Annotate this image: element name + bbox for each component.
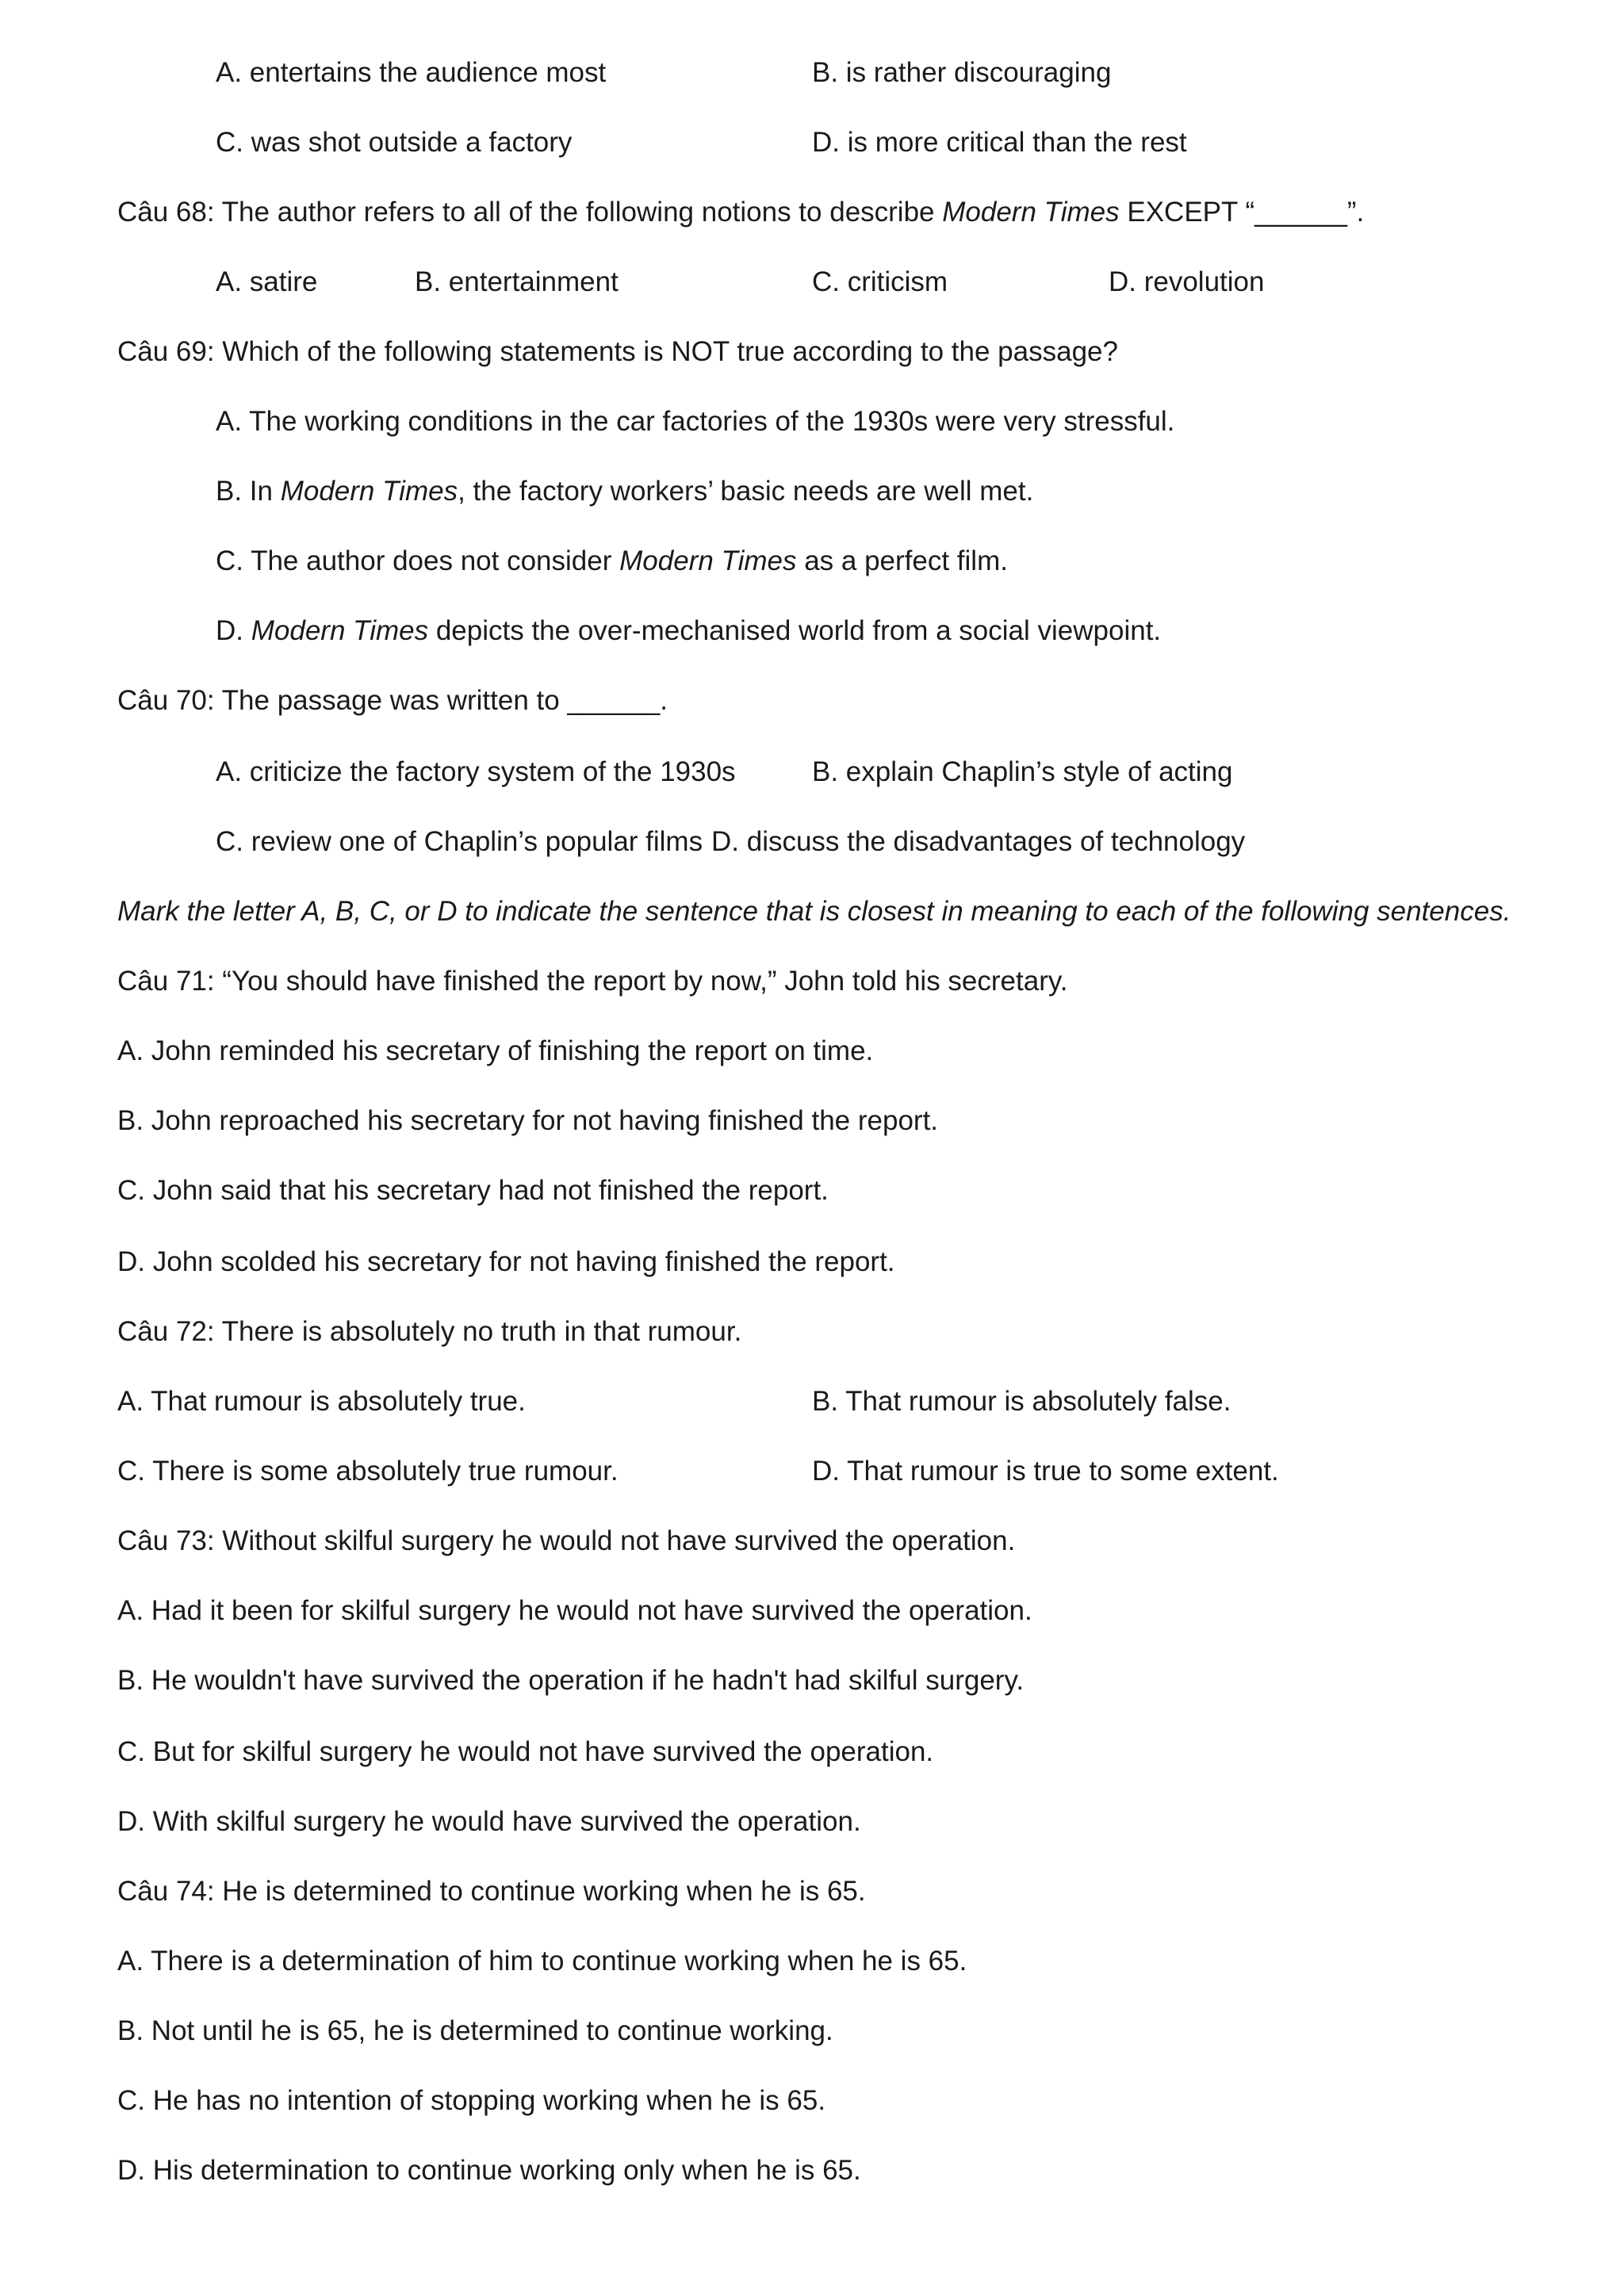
q68-option-b: B. entertainment: [415, 266, 619, 297]
q73-option-c: C. But for skilful surgery he would not have survived the operation.: [117, 1736, 934, 1767]
q72-stem: Câu 72: There is absolutely no truth in that rumour.: [117, 1316, 742, 1347]
q70-option-a: A. criticize the factory system of the 1930s: [216, 756, 736, 787]
q69-option-c-text: C. The author does not consider: [216, 545, 620, 576]
q69-option-d-tail: depicts the over-mechanised world from a social viewpoint.: [428, 615, 1162, 646]
q72-option-c: C. There is some absolutely true rumour.: [117, 1456, 619, 1487]
q73-option-d: D. With skilful surgery he would have survived the operation.: [117, 1806, 861, 1837]
q68-option-d: D. revolution: [1109, 266, 1265, 297]
q69-option-b-title: Modern Times: [280, 476, 458, 507]
q70-stem: Câu 70: The passage was written to ______.: [117, 685, 668, 716]
q74-stem: Câu 74: He is determined to continue working when he is 65.: [117, 1876, 866, 1907]
q69-option-b: [216, 474, 1033, 509]
q72-option-d: D. That rumour is true to some extent.: [812, 1456, 1279, 1487]
q71-option-b: B. John reproached his secretary for not having finished the report.: [117, 1105, 939, 1136]
q73-option-b: B. He wouldn't have survived the operation if he hadn't had skilful surgery.: [117, 1665, 1025, 1696]
q73-stem: Câu 73: Without skilful surgery he would not have survived the operation.: [117, 1525, 1016, 1556]
q69-option-c-title: Modern Times: [619, 545, 797, 576]
q69-option-a: A. The working conditions in the car factories of the 1930s were very stressful.: [216, 406, 1175, 437]
q71-option-d: D. John scolded his secretary for not having finished the report.: [117, 1246, 895, 1277]
q68-option-c: C. criticism: [812, 266, 948, 297]
q71-option-c: C. John said that his secretary had not finished the report.: [117, 1175, 829, 1206]
q69-option-b-text: B. In: [216, 476, 281, 507]
section-instruction: Mark the letter A, B, C, or D to indicate the sentence that is closest in meaning to each of the following sentences.: [117, 896, 1511, 927]
q68-option-a: A. satire: [216, 266, 318, 297]
q69-option-c-tail: as a perfect film.: [796, 545, 1008, 576]
q70-option-b: B. explain Chaplin’s style of acting: [812, 756, 1233, 787]
q72-option-b: B. That rumour is absolutely false.: [812, 1386, 1231, 1417]
q69-option-d-title: Modern Times: [251, 615, 429, 646]
q68-stem-text: Câu 68: The author refers to all of the following notions to describe: [117, 197, 943, 228]
q67-option-c: C. was shot outside a factory: [216, 127, 573, 158]
q71-stem: Câu 71: “You should have finished the report by now,” John told his secretary.: [117, 966, 1068, 997]
q67-option-a: A. entertains the audience most: [216, 57, 607, 88]
q69-option-d-text: D.: [216, 615, 251, 646]
q69-stem: Câu 69: Which of the following statements is NOT true according to the passage?: [117, 336, 1118, 367]
q68-stem-tail: EXCEPT “______”.: [1119, 197, 1365, 228]
q67-option-b: B. is rather discouraging: [812, 57, 1112, 88]
q68-stem: [117, 195, 1364, 230]
q74-option-a: A. There is a determination of him to continue working when he is 65.: [117, 1946, 967, 1976]
q74-option-b: B. Not until he is 65, he is determined to continue working.: [117, 2015, 833, 2046]
q70-option-d: D. discuss the disadvantages of technology: [711, 826, 1246, 857]
q72-option-a: A. That rumour is absolutely true.: [117, 1386, 526, 1417]
q74-option-d: D. His determination to continue working only when he is 65.: [117, 2155, 861, 2186]
q70-option-c: C. review one of Chaplin’s popular films: [216, 826, 703, 857]
q67-option-d: D. is more critical than the rest: [812, 127, 1187, 158]
q69-option-c: [216, 544, 1008, 579]
q68-stem-title: Modern Times: [942, 197, 1120, 228]
q69-option-b-tail: , the factory workers’ basic needs are well met.: [458, 476, 1034, 507]
q73-option-a: A. Had it been for skilful surgery he would not have survived the operation.: [117, 1595, 1032, 1626]
q71-option-a: A. John reminded his secretary of finishing the report on time.: [117, 1035, 874, 1066]
q74-option-c: C. He has no intention of stopping working when he is 65.: [117, 2085, 826, 2116]
q69-option-d: [216, 614, 1161, 649]
